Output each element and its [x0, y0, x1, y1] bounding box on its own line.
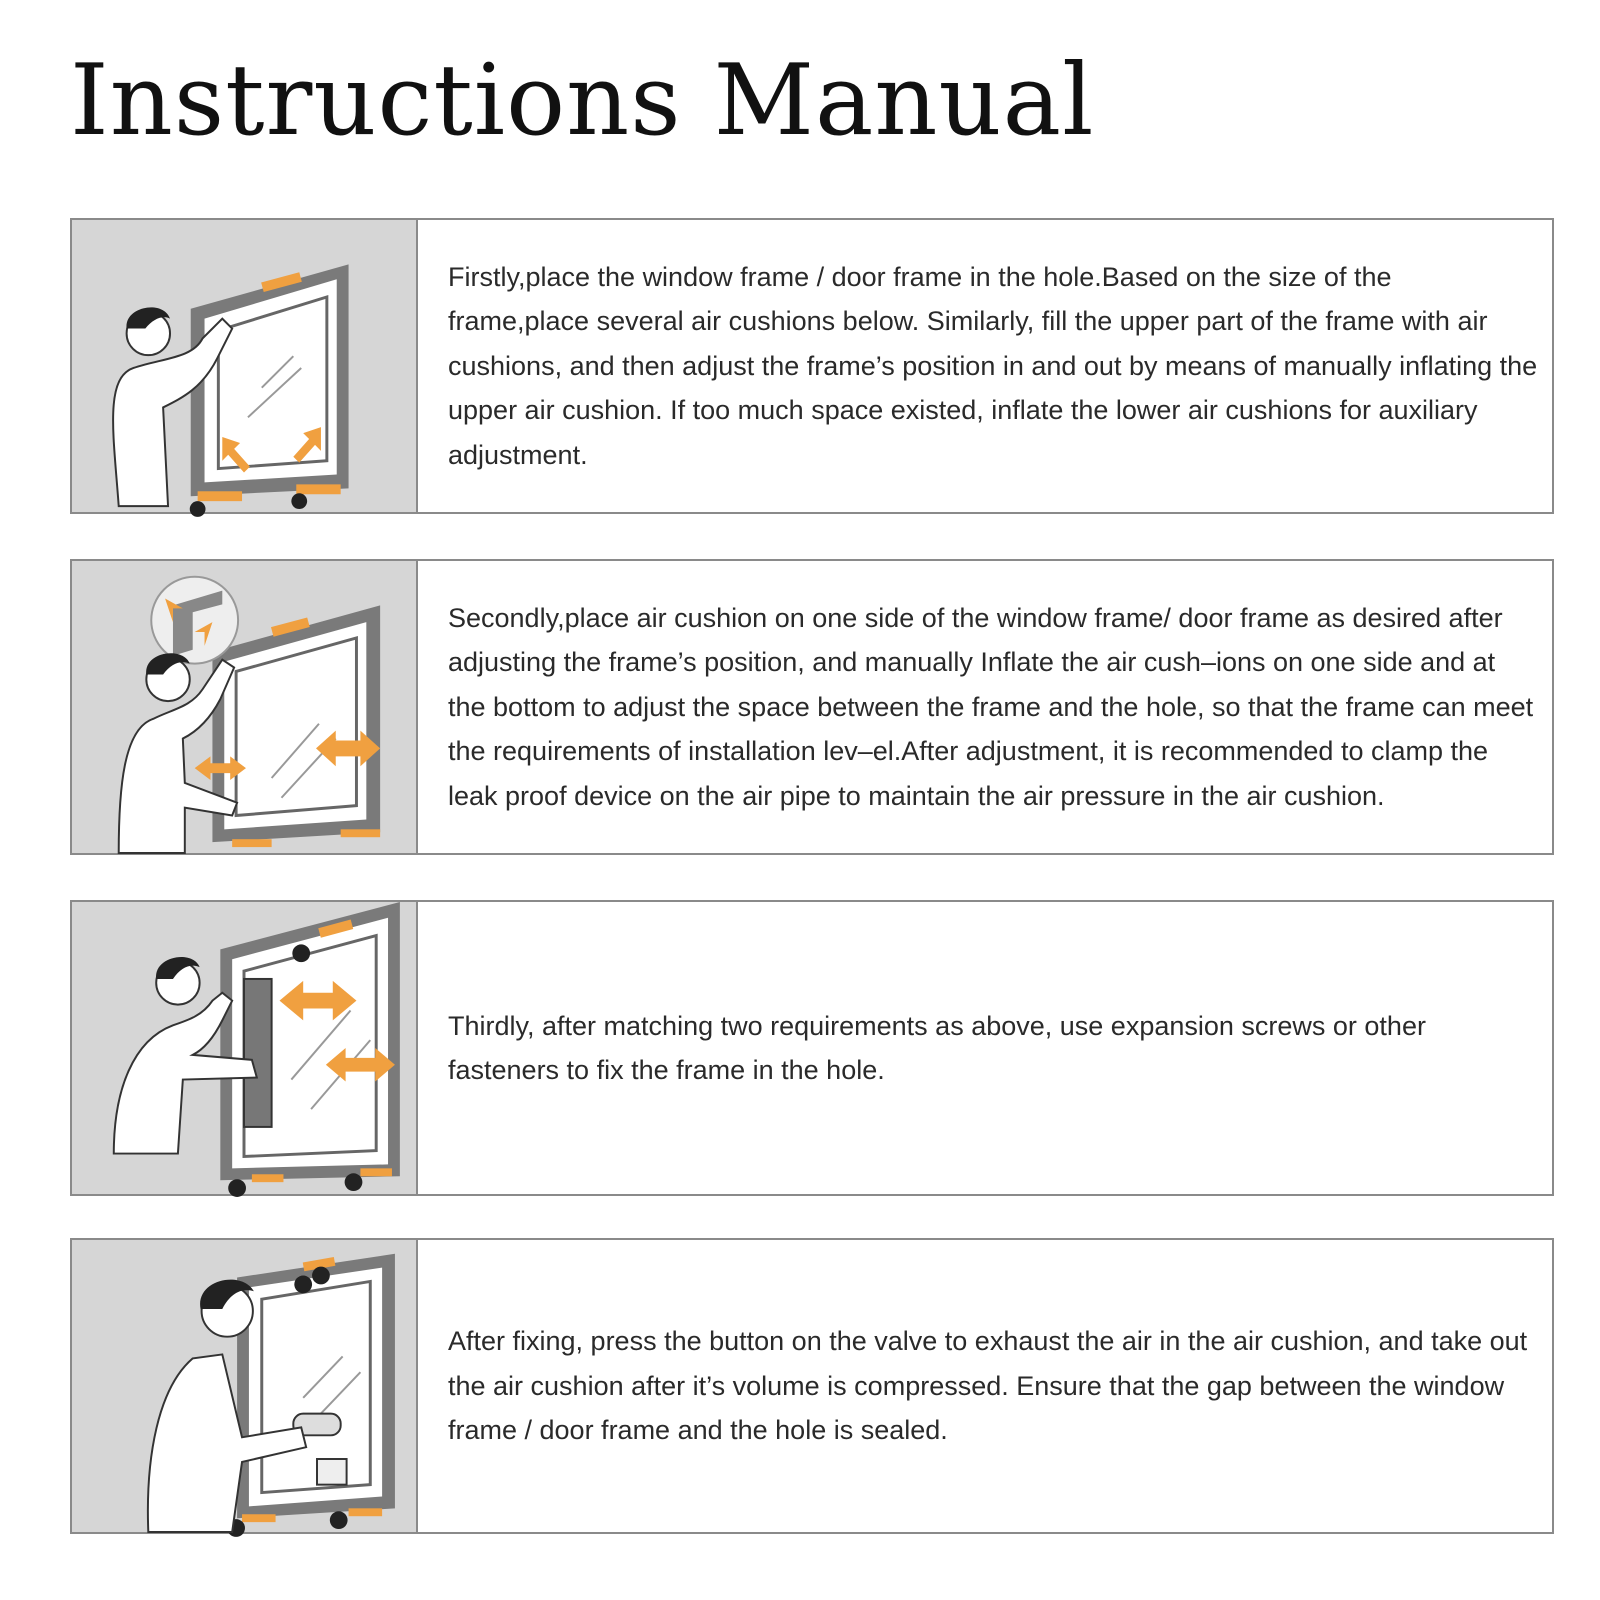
- step-2-description: Secondly,place air cushion on one side of the window frame/ door frame as desired after adjusting the frame’s position, and manually Inflate the air cush–ions on one side and at the bottom to adjust the space between the frame and the hole, so that the frame can meet the requirements of installation lev–el.After adjustment, it is recommended to clamp the leak proof device on the air pipe to maintain the air pressure in the air cushion.: [448, 602, 1534, 811]
- step-4-illustration: [72, 1240, 418, 1532]
- step-3-panel: [70, 900, 1554, 1196]
- step-4-text-area: [418, 1240, 1552, 1532]
- step-2-illustration: [72, 561, 418, 853]
- step-3-illustration: [72, 902, 418, 1194]
- installer-fastener-illustration: [72, 902, 416, 1194]
- step-2-text-area: [418, 561, 1552, 853]
- page-title: Instructions Manual: [70, 44, 1095, 158]
- step-1-text-area: [418, 220, 1552, 512]
- step-4-panel: [70, 1238, 1554, 1534]
- step-2-panel: [70, 559, 1554, 855]
- installer-side-cushion-illustration: [72, 561, 416, 853]
- step-1-panel: [70, 218, 1554, 514]
- step-1-description: Firstly,place the window frame / door frame in the hole.Based on the size of the frame,place several air cushions below. Similarly, fill the upper part of the frame with air cushions, and then adjust the frame’s position in and out by means of manually inflating the upper air cushion. If too much space existed, inflate the lower air cushions for auxiliary adjustment.: [448, 261, 1538, 470]
- installer-exhaust-valve-illustration: [72, 1240, 416, 1532]
- step-3-description: Thirdly, after matching two requirements as above, use expansion screws or other fasteners to fix the frame in the hole.: [448, 1010, 1426, 1085]
- installer-frame-illustration: [72, 220, 416, 512]
- step-4-description: After fixing, press the button on the valve to exhaust the air in the air cushion, and take out the air cushion after it’s volume is compressed. Ensure that the gap between the window frame / door frame and the hole is sealed.: [448, 1326, 1528, 1446]
- step-1-illustration: [72, 220, 418, 512]
- step-3-text-area: [418, 902, 1552, 1194]
